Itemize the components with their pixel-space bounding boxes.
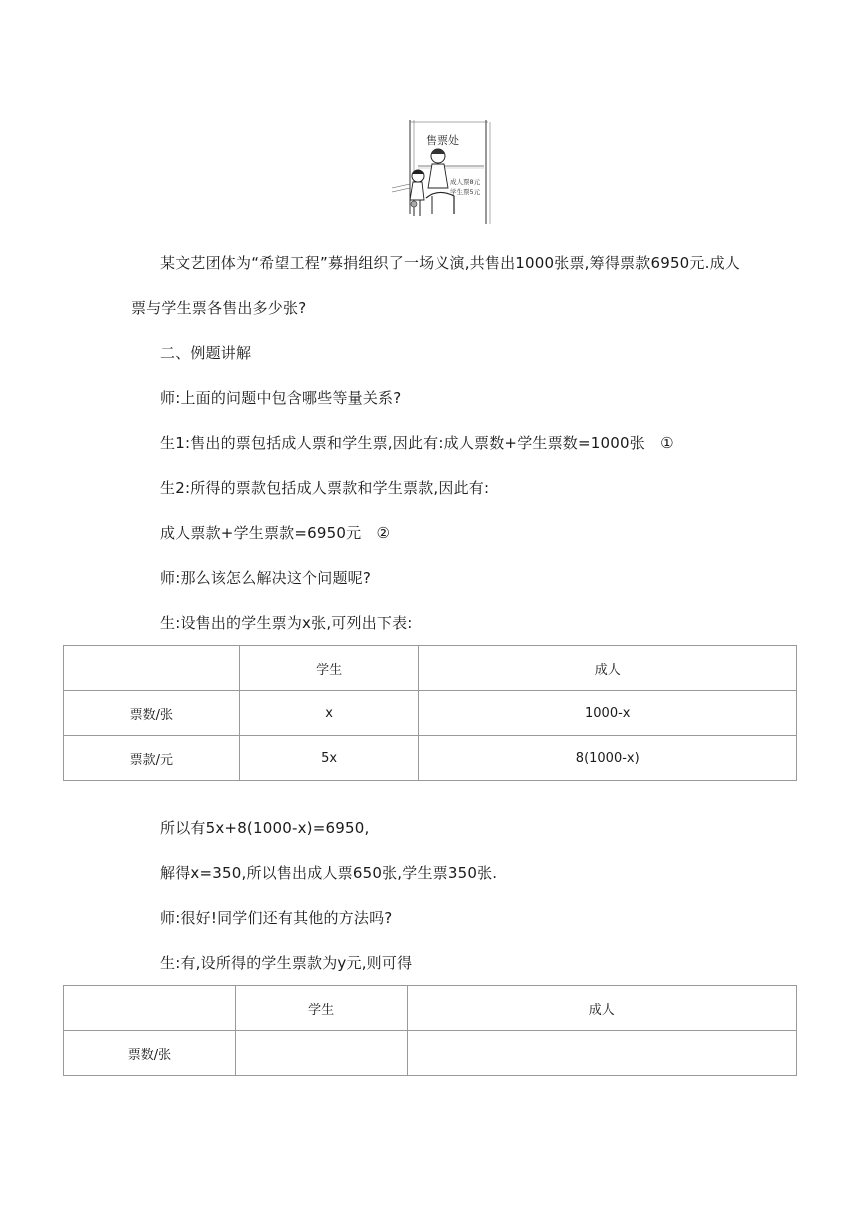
solution-line: 解得x=350,所以售出成人票650张,学生票350张. — [160, 864, 498, 882]
table-cell: 票数/张 — [64, 691, 240, 736]
table-cell — [407, 1031, 796, 1076]
table-cell: 1000-x — [419, 691, 797, 736]
table-cell: x — [239, 691, 419, 736]
table-header-row — [64, 646, 797, 691]
table-cell: 票数/张 — [64, 1031, 236, 1076]
dialogue-line: 生1:售出的票包括成人票和学生票,因此有:成人票数+学生票数=1000张 ① — [160, 434, 674, 452]
solution-line: 所以有5x+8(1000-x)=6950, — [160, 819, 370, 837]
table-cell: 学生 — [235, 986, 407, 1031]
ticket-table-1 — [63, 645, 797, 781]
dialogue-line: 师:那么该怎么解决这个问题呢? — [160, 569, 372, 587]
student-price-text: 学生票5元 — [450, 188, 481, 196]
table-cell: 8(1000-x) — [419, 736, 797, 781]
dialogue-line: 生:有,设所得的学生票款为y元,则可得 — [160, 954, 413, 972]
ticket-booth-drawing — [388, 118, 492, 228]
table-cell: 成人 — [407, 986, 796, 1031]
table-cell — [235, 1031, 407, 1076]
table-header-row — [64, 986, 797, 1031]
problem-line-1: 某文艺团体为“希望工程”募捐组织了一场义演,共售出1000张票,筹得票款6950元.成人 — [160, 254, 740, 272]
dialogue-line: 成人票款+学生票款=6950元 ② — [160, 524, 391, 542]
table-cell: 学生 — [239, 646, 419, 691]
dialogue-line: 师:很好!同学们还有其他的方法吗? — [160, 909, 393, 927]
dialogue-line: 生2:所得的票款包括成人票款和学生票款,因此有: — [160, 479, 490, 497]
booth-sign-text: 售票处 — [426, 134, 459, 147]
table-row — [64, 736, 797, 781]
dialogue-line: 生:设售出的学生票为x张,可列出下表: — [160, 614, 413, 632]
ticket-booth-illustration — [388, 118, 492, 228]
table-cell: 成人 — [419, 646, 797, 691]
table-cell: 5x — [239, 736, 419, 781]
dialogue-line: 师:上面的问题中包含哪些等量关系? — [160, 389, 402, 407]
table-cell — [64, 986, 236, 1031]
ticket-table-2 — [63, 985, 797, 1076]
table-cell: 票款/元 — [64, 736, 240, 781]
adult-price-text: 成人票8元 — [450, 178, 481, 186]
table-cell — [64, 646, 240, 691]
section-title: 二、例题讲解 — [160, 344, 252, 362]
problem-line-2: 票与学生票各售出多少张? — [131, 299, 307, 317]
table-row — [64, 691, 797, 736]
table-row — [64, 1031, 797, 1076]
